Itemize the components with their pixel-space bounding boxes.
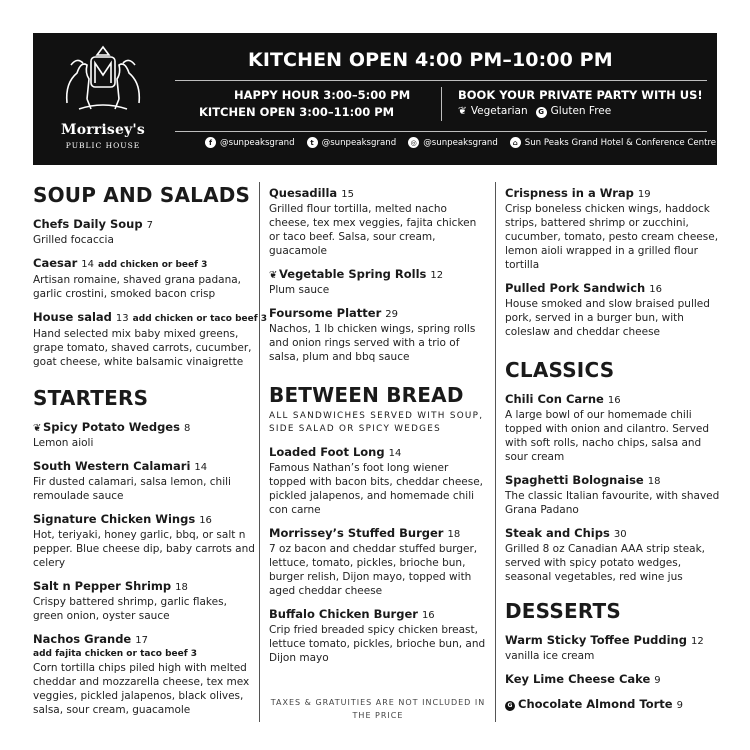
menu-item [33, 420, 255, 450]
item-description: Artisan romaine, shaved grana padana, garlic crostini, smoked bacon crisp [33, 274, 242, 300]
menu-item [269, 526, 487, 598]
menu-item [33, 256, 255, 301]
section-title-classics: CLASSICS [505, 358, 615, 382]
header-separator [441, 87, 442, 121]
item-description: Fir dusted calamari, salsa lemon, chili remoulade sauce [33, 476, 231, 502]
item-description: Lemon aioli [33, 437, 94, 449]
item-description: A large bowl of our homemade chili topped with onion and cilantro. Served with soft rolls, nacho chips, salsa and sour cream [505, 409, 710, 463]
item-name: Salt n Pepper Shrimp [33, 579, 172, 593]
menu-item [505, 473, 720, 517]
item-name: Key Lime Cheese Cake [505, 672, 651, 686]
vegetarian-label: Vegetarian [470, 105, 528, 118]
item-description: Corn tortilla chips piled high with melted cheddar and mozzarella cheese, tex mex veggies, pickled jalapenos, black olives, salsa, sour cream, guacamole [33, 662, 250, 716]
restaurant-logo [33, 33, 173, 165]
item-name: Spaghetti Bolognaise [505, 473, 644, 487]
menu-item [33, 512, 255, 570]
menu-item [33, 579, 255, 623]
item-description: Hand selected mix baby mixed greens, grape tomato, shaved carrots, cucumber, goat cheese, white balsamic vinaigrette [33, 328, 252, 368]
item-description: Famous Nathan’s foot long wiener topped with bacon bits, cheddar cheese, pickled jalapenos, and homemade chili con carne [269, 462, 484, 516]
item-name: Quesadilla [269, 186, 338, 200]
menu-item [505, 672, 720, 688]
item-price: 16 [607, 395, 621, 406]
gluten-free-label: Gluten Free [550, 105, 612, 118]
instagram-icon: ◎ [408, 137, 419, 148]
header-rule [175, 80, 707, 81]
item-price: 18 [647, 476, 661, 487]
item-name: Spicy Potato Wedges [43, 420, 180, 434]
kitchen-hours-main: KITCHEN OPEN 4:00 PM–10:00 PM [248, 49, 613, 71]
menu-column-1 [33, 182, 268, 717]
menu-column-2 [269, 182, 487, 665]
social-handle: @sunpeaksgrand [321, 137, 397, 148]
menu-item [33, 310, 268, 369]
item-addon: add chicken or taco beef 3 [132, 314, 268, 324]
item-description: vanilla ice cream [505, 650, 595, 662]
item-price: 16 [649, 284, 662, 295]
gluten-free-icon: G [536, 105, 547, 118]
happy-hour: HAPPY HOUR 3:00–5:00 PM [234, 88, 411, 102]
column-divider [495, 182, 496, 722]
item-name: Chefs Daily Soup [33, 217, 143, 231]
item-name: Crispness in a Wrap [505, 186, 634, 200]
item-price: 12 [430, 270, 444, 281]
item-description: Nachos, 1 lb chicken wings, spring rolls and onion rings served with a trio of salsa, plum and bbq sauce [269, 323, 476, 363]
item-price: 15 [341, 189, 354, 200]
vegetarian-icon: ❦ [33, 423, 42, 434]
section-title-soup-salads: SOUP AND SALADS [33, 183, 251, 207]
item-name: Warm Sticky Toffee Pudding [505, 633, 687, 647]
item-price: 18 [447, 529, 461, 540]
item-name: House salad [33, 310, 112, 324]
menu-item [505, 186, 720, 272]
menu-column-3 [505, 182, 720, 713]
section-title-desserts: DESSERTS [505, 599, 621, 623]
logo-subtitle: PUBLIC HOUSE [65, 141, 141, 150]
item-name: Morrissey’s Stuffed Burger [269, 526, 444, 540]
item-price: 8 [183, 423, 191, 434]
item-price: 16 [199, 515, 212, 526]
item-price: 19 [637, 189, 651, 200]
item-name: Buffalo Chicken Burger [269, 607, 418, 621]
social-facebook[interactable] [205, 137, 295, 148]
item-description: Plum sauce [269, 284, 330, 296]
menu-header [33, 33, 717, 165]
item-price: 17 [135, 635, 148, 646]
location-icon: ⌂ [510, 137, 521, 148]
gluten-free-icon: G [505, 701, 515, 711]
lion-crest-icon [57, 43, 149, 119]
item-addon: add chicken or beef 3 [98, 260, 208, 270]
item-description: Grilled focaccia [33, 234, 114, 246]
item-name: Nachos Grande [33, 632, 132, 646]
column-divider [259, 182, 260, 722]
item-name: Foursome Platter [269, 306, 382, 320]
social-handle: @sunpeaksgrand [220, 137, 295, 148]
item-price: 16 [421, 610, 435, 621]
social-location[interactable] [510, 137, 716, 148]
taxes-note: TAXES & GRATUITIES ARE NOT INCLUDED IN THE PRICE [270, 698, 486, 720]
social-handle: @sunpeaksgrand [423, 137, 498, 148]
social-links [205, 137, 716, 148]
menu-item [269, 607, 487, 665]
location-text: Sun Peaks Grand Hotel & Conference Centre [524, 137, 717, 148]
item-name: South Western Calamari [33, 459, 191, 473]
item-description: Crisp boneless chicken wings, haddock strips, battered shrimp or zucchini, cucumber, tomato, pesto cream cheese, lemon aioli wrapped in a grilled flour tortilla [505, 203, 719, 271]
item-price: 29 [385, 309, 399, 320]
menu-item [505, 633, 720, 663]
logo-name: Morrisey's [61, 122, 145, 138]
section-title-between-bread: BETWEEN BREAD [269, 383, 464, 407]
social-instagram[interactable] [408, 137, 498, 148]
menu-item [269, 267, 487, 297]
facebook-icon: f [205, 137, 216, 148]
item-price: 9 [676, 700, 683, 711]
kitchen-hours-secondary: KITCHEN OPEN 3:00–11:00 PM [199, 105, 395, 119]
item-description: Crispy battered shrimp, garlic flakes, green onion, oyster sauce [33, 596, 227, 622]
item-price: 9 [654, 675, 661, 686]
menu-item [269, 186, 487, 258]
menu-item [505, 392, 720, 464]
item-price: 7 [146, 220, 153, 231]
vegetarian-icon: ❦ [269, 270, 278, 281]
item-name: Steak and Chips [505, 526, 610, 540]
section-title-starters: STARTERS [33, 386, 149, 410]
menu-item [505, 526, 720, 584]
menu-item [33, 632, 255, 717]
item-name: Loaded Foot Long [269, 445, 385, 459]
item-price: 30 [613, 529, 627, 540]
menu-item [269, 306, 487, 364]
menu-item [505, 697, 720, 713]
social-twitter[interactable] [307, 137, 397, 148]
private-party-promo: BOOK YOUR PRIVATE PARTY WITH US! [458, 88, 703, 102]
item-description: 7 oz bacon and cheddar stuffed burger, lettuce, tomato, pickles, brioche bun, burger relish, Dijon mayo, topped with aged cheddar cheese [269, 543, 478, 597]
menu-item [269, 445, 487, 517]
item-name: Chili Con Carne [505, 392, 604, 406]
item-description: Grilled 8 oz Canadian AAA strip steak, served with spicy potato wedges, seasonal vegetables, red wine jus [505, 543, 706, 583]
item-name: Signature Chicken Wings [33, 512, 196, 526]
item-price: 13 [115, 313, 129, 324]
item-description: The classic Italian favourite, with shaved Grana Padano [505, 490, 720, 516]
item-addon: add fajita chicken or taco beef 3 [33, 649, 198, 659]
item-name: Vegetable Spring Rolls [279, 267, 427, 281]
item-description: Crip fried breaded spicy chicken breast, lettuce tomato, pickles, brioche bun, and Dijon mayo [269, 624, 486, 664]
item-description: House smoked and slow braised pulled pork, served in a burger bun, with coleslaw and cheddar cheese [505, 298, 710, 338]
item-price: 14 [194, 462, 208, 473]
section-note: ALL SANDWICHES SERVED WITH SOUP, SIDE SALAD OR SPICY WEDGES [269, 411, 484, 434]
item-price: 14 [81, 259, 95, 270]
item-description: Grilled flour tortilla, melted nacho cheese, tex mex veggies, fajita chicken or taco beef. Salsa, sour cream, guacamole [269, 203, 477, 257]
menu-item [505, 281, 720, 339]
item-name: Chocolate Almond Torte [518, 697, 673, 711]
menu-item [33, 459, 255, 503]
item-name: Caesar [33, 256, 78, 270]
vegetarian-icon: ❦ [458, 105, 467, 118]
twitter-icon: t [307, 137, 318, 148]
item-description: Hot, teriyaki, honey garlic, bbq, or salt n pepper. Blue cheese dip, baby carrots and celery [33, 529, 255, 569]
item-price: 12 [690, 636, 704, 647]
item-price: 14 [388, 448, 402, 459]
item-name: Pulled Pork Sandwich [505, 281, 646, 295]
dietary-legend [458, 105, 611, 118]
header-rule-bottom [175, 131, 707, 132]
menu-item [33, 217, 255, 247]
item-price: 18 [175, 582, 188, 593]
